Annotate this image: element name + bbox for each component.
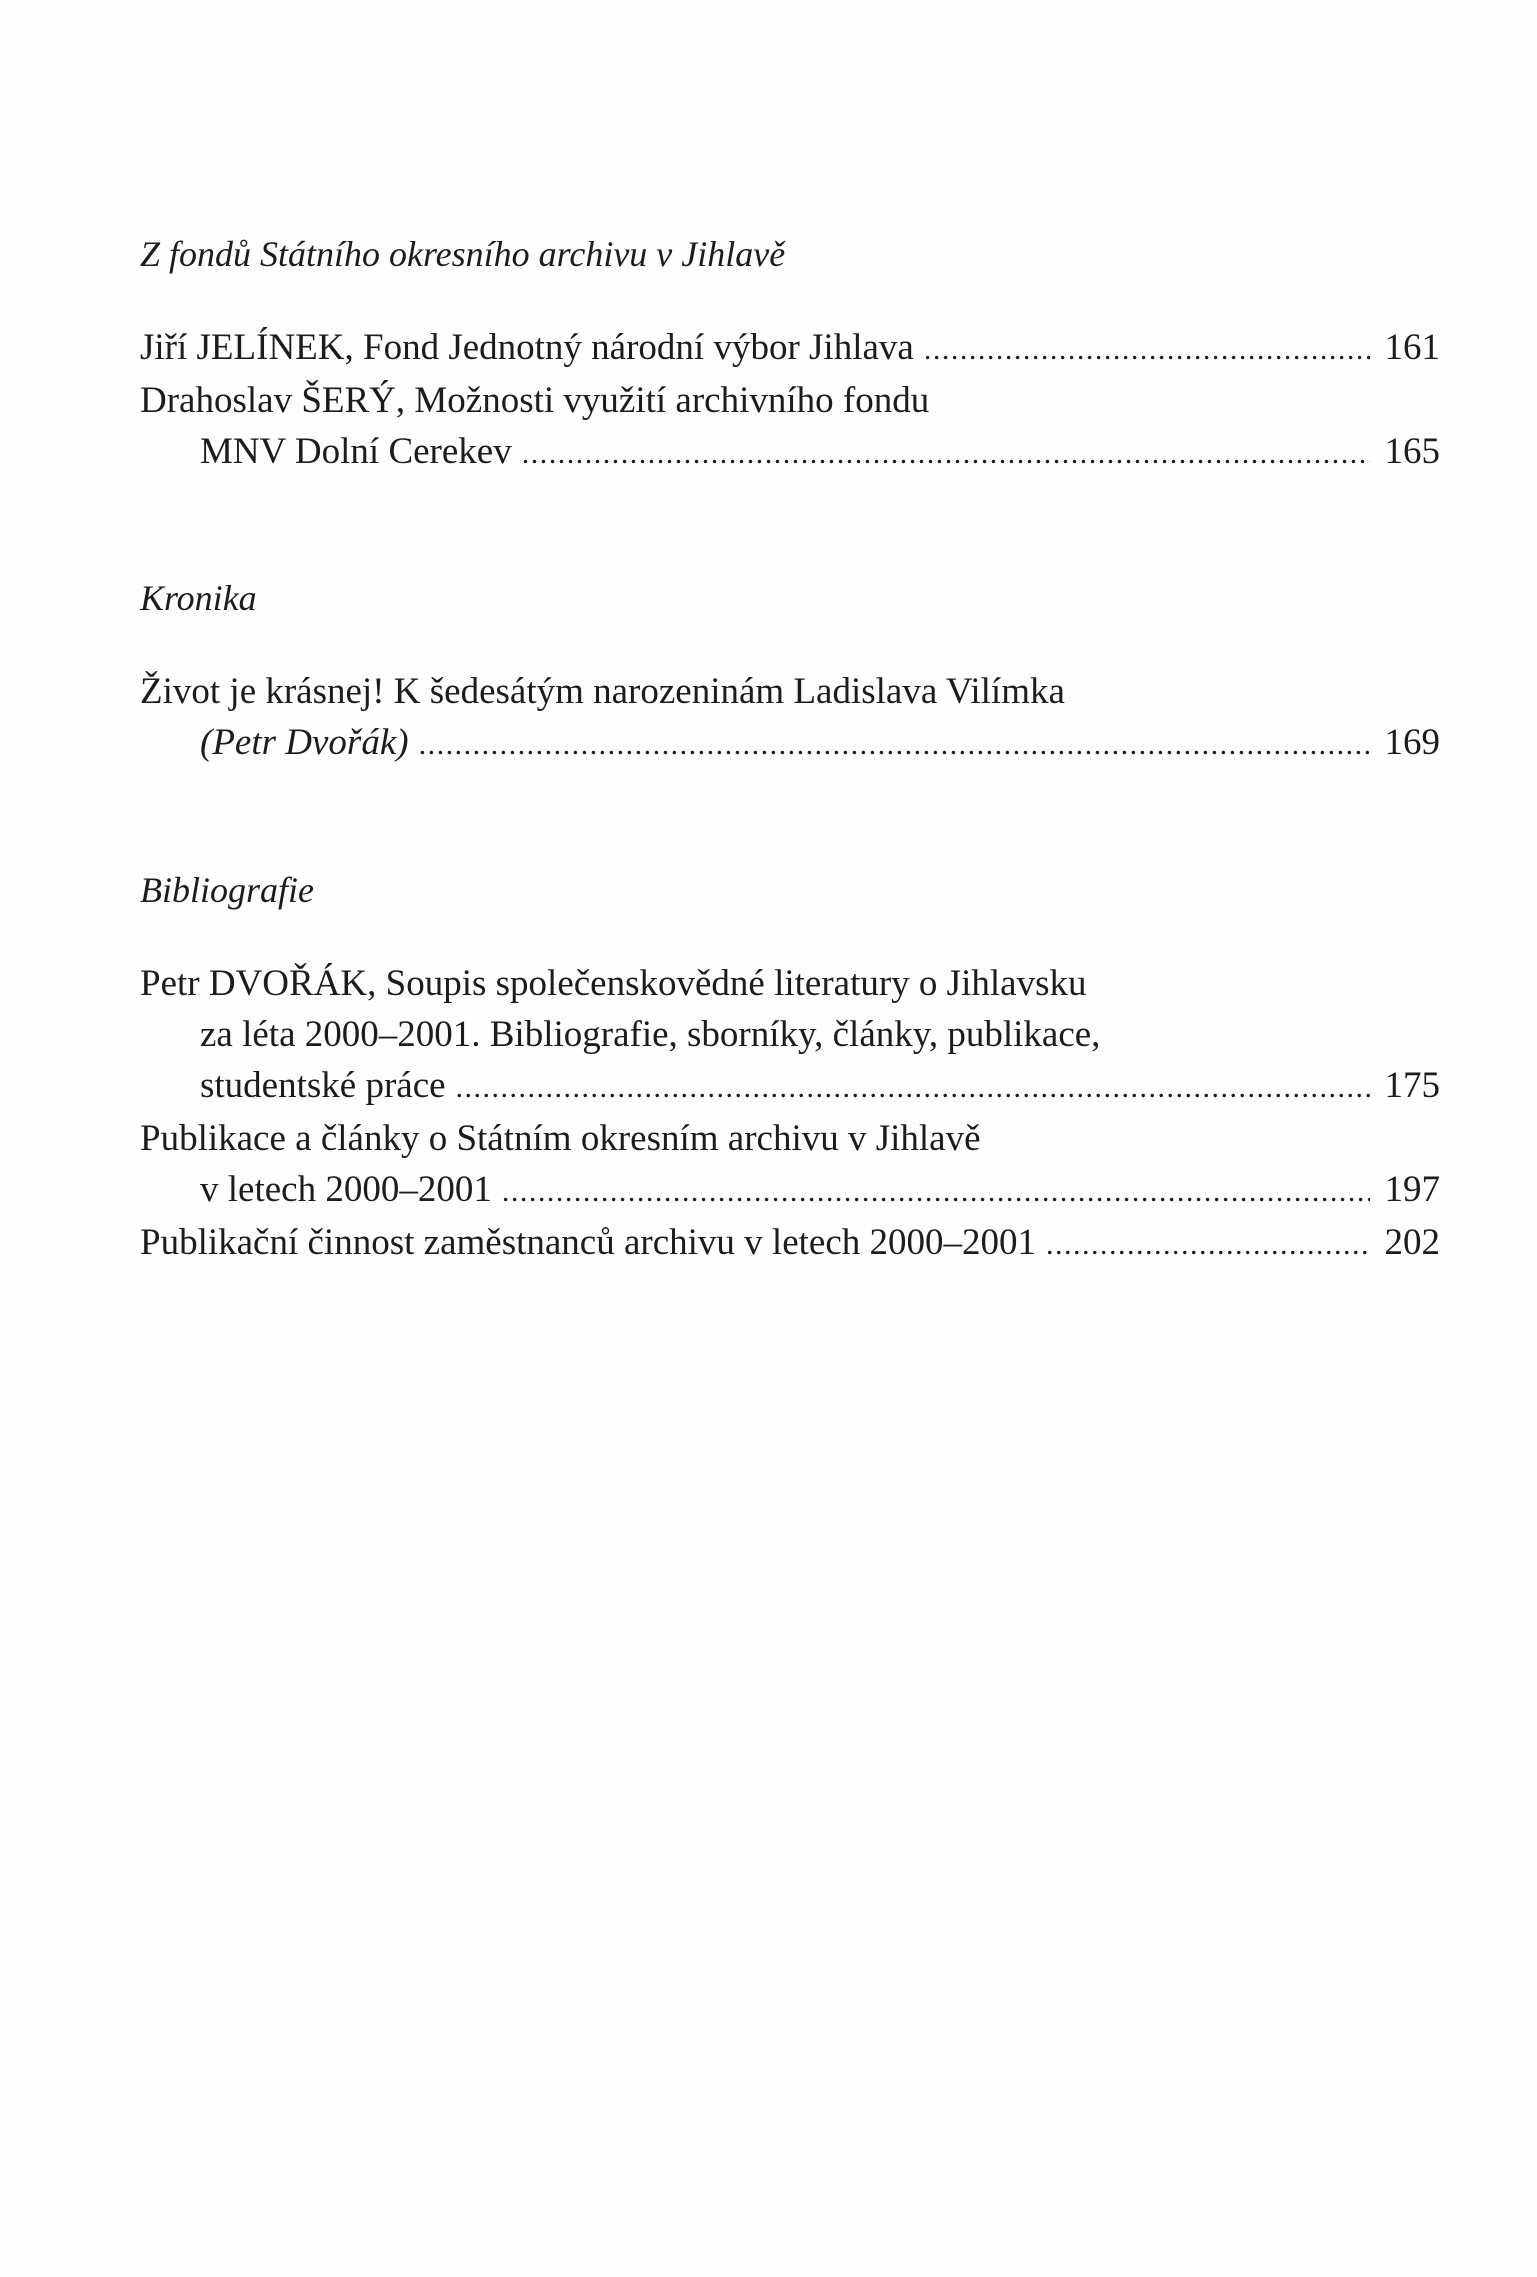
dot-leader — [1046, 1219, 1370, 1270]
dot-leader — [924, 324, 1370, 375]
toc-entry — [140, 1217, 1440, 1270]
page-number: 202 — [1384, 1222, 1440, 1263]
entry-text: MNV Dolní Cerekev — [200, 431, 512, 472]
toc-entries — [140, 322, 1440, 479]
entry-text: Publikační činnost zaměstnanců archivu v letech 2000–2001 — [140, 1222, 1036, 1263]
entry-text: v letech 2000–2001 — [200, 1169, 492, 1210]
entry-text: Petr DVOŘÁK, Soupis společenskovědné literatury o Jihlavsku — [140, 963, 1087, 1004]
dot-leader — [456, 1062, 1370, 1113]
entry-text: Jiří JELÍNEK, Fond Jednotný národní výbor Jihlava — [140, 327, 914, 368]
section-title: Z fondů Státního okresního archivu v Jihlavě — [140, 234, 786, 274]
toc-entry — [140, 375, 1440, 479]
section-bibliography — [140, 868, 1440, 1270]
toc-entry — [140, 958, 1440, 1113]
section-archive-funds — [140, 232, 1440, 479]
toc-entries — [140, 958, 1440, 1270]
entry-text: Drahoslav ŠERÝ, Možnosti využití archivního fondu — [140, 380, 930, 421]
page-number: 165 — [1384, 431, 1440, 472]
dot-leader — [419, 719, 1370, 770]
entry-author: (Petr Dvořák) — [200, 722, 409, 763]
toc-entry — [140, 322, 1440, 375]
page-number: 175 — [1384, 1065, 1440, 1106]
entry-text: studentské práce — [200, 1065, 446, 1106]
section-chronicle — [140, 576, 1440, 770]
toc-entries — [140, 666, 1440, 770]
section-title: Bibliografie — [140, 870, 314, 910]
page-number: 161 — [1384, 327, 1440, 368]
page-number: 197 — [1384, 1169, 1440, 1210]
page-number: 169 — [1384, 722, 1440, 763]
section-title: Kronika — [140, 578, 257, 618]
entry-text: Publikace a články o Státním okresním archivu v Jihlavě — [140, 1118, 981, 1159]
dot-leader — [502, 1166, 1370, 1217]
toc-entry — [140, 666, 1440, 770]
entry-text: Život je krásnej! K šedesátým narozeninám Ladislava Vilímka — [140, 671, 1065, 712]
entry-text: za léta 2000–2001. Bibliografie, sborníky, články, publikace, — [200, 1014, 1101, 1055]
toc-entry — [140, 1113, 1440, 1217]
dot-leader — [522, 428, 1370, 479]
